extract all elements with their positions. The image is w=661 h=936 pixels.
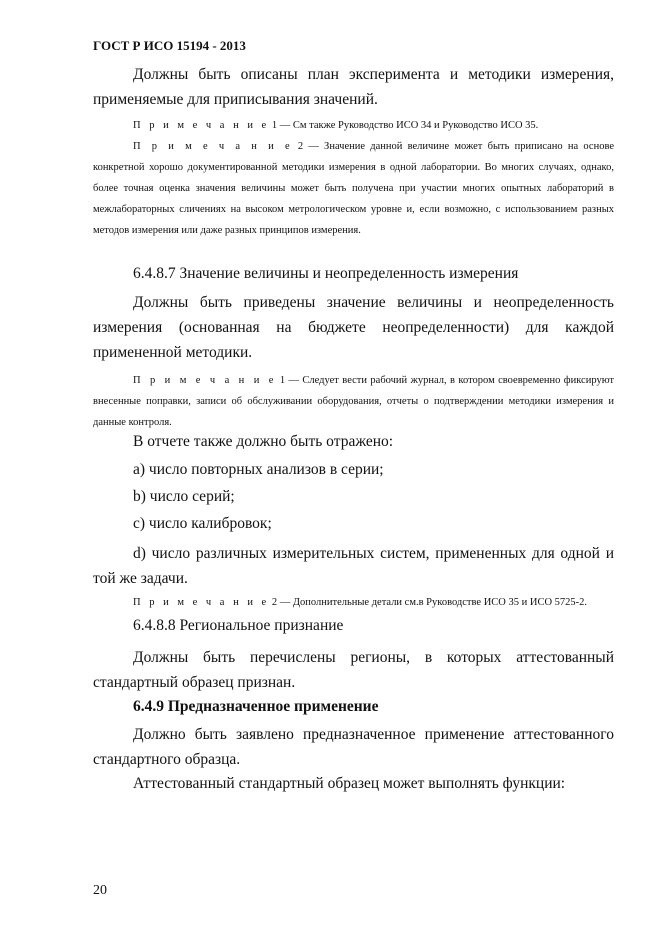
note-text: 1 — Следует вести рабочий журнал, в котором своевременно фиксируют внесенные поправки, записи об обслуживании оборудования, отчеты о подтверждении методики измерения и данные контроля. [93, 375, 614, 428]
note-label: П р и м е ч а н и е [133, 597, 270, 608]
note-label: П р и м е ч а н и е [133, 375, 277, 386]
page-number: 20 [93, 883, 107, 898]
note-4 [93, 592, 614, 613]
note-text: 2 — Значение данной величине может быть приписано на основе конкретной хорошо документированной методики измерения в одной лаборатории. Во многих случаях, однако, более точная оценка значения величины может быть получена при участии многих опытных лабораторий в межлабораторных сличениях на высоком метрологическом уровне и, если возможно, с использованием разных методов измерения или даже разных принципов измерения. [93, 141, 614, 236]
note-2 [93, 136, 614, 241]
list-item-c: с) число калибровок; [133, 515, 272, 532]
section-heading-6-4-8-8: 6.4.8.8 Региональное признание [133, 617, 344, 634]
note-text: 1 — См также Руководство ИСО 34 и Руководство ИСО 35. [271, 120, 539, 131]
list-item-a: а) число повторных анализов в серии; [133, 461, 384, 478]
section-heading-6-4-8-7: 6.4.8.7 Значение величины и неопределенность измерения [133, 265, 519, 282]
note-label: П р и м е ч а н и е [133, 120, 270, 131]
paragraph-intended-use: Должно быть заявлено предназначенное применение аттестованного стандартного образца. [93, 726, 614, 768]
list-item-d: d) число различных измерительных систем, примененных для одной и той же задачи. [93, 545, 614, 587]
paragraph-regions: Должны быть перечислены регионы, в которых аттестованный стандартный образец признан. [93, 649, 614, 691]
note-text: 2 — Дополнительные детали см.в Руководстве ИСО 35 и ИСО 5725-2. [271, 597, 588, 608]
paragraph-functions: Аттестованный стандартный образец может выполнять функции: [133, 775, 566, 792]
note-label: П р и м е ч а н и е [133, 141, 293, 152]
paragraph-value-uncertainty: Должны быть приведены значение величины и неопределенность измерения (основанная на бюджете неопределенности) для каждой примененной методики. [93, 294, 614, 361]
list-item-b: b) число серий; [133, 488, 235, 505]
note-3 [93, 370, 614, 433]
document-header: ГОСТ Р ИСО 15194 - 2013 [93, 38, 246, 53]
section-heading-6-4-9: 6.4.9 Предназначенное применение [133, 698, 379, 715]
paragraph-experiment-plan: Должны быть описаны план эксперимента и методики измерения, применяемые для приписывания значений. [93, 66, 614, 108]
note-1 [93, 115, 614, 136]
paragraph-report-contents: В отчете также должно быть отражено: [133, 433, 394, 450]
